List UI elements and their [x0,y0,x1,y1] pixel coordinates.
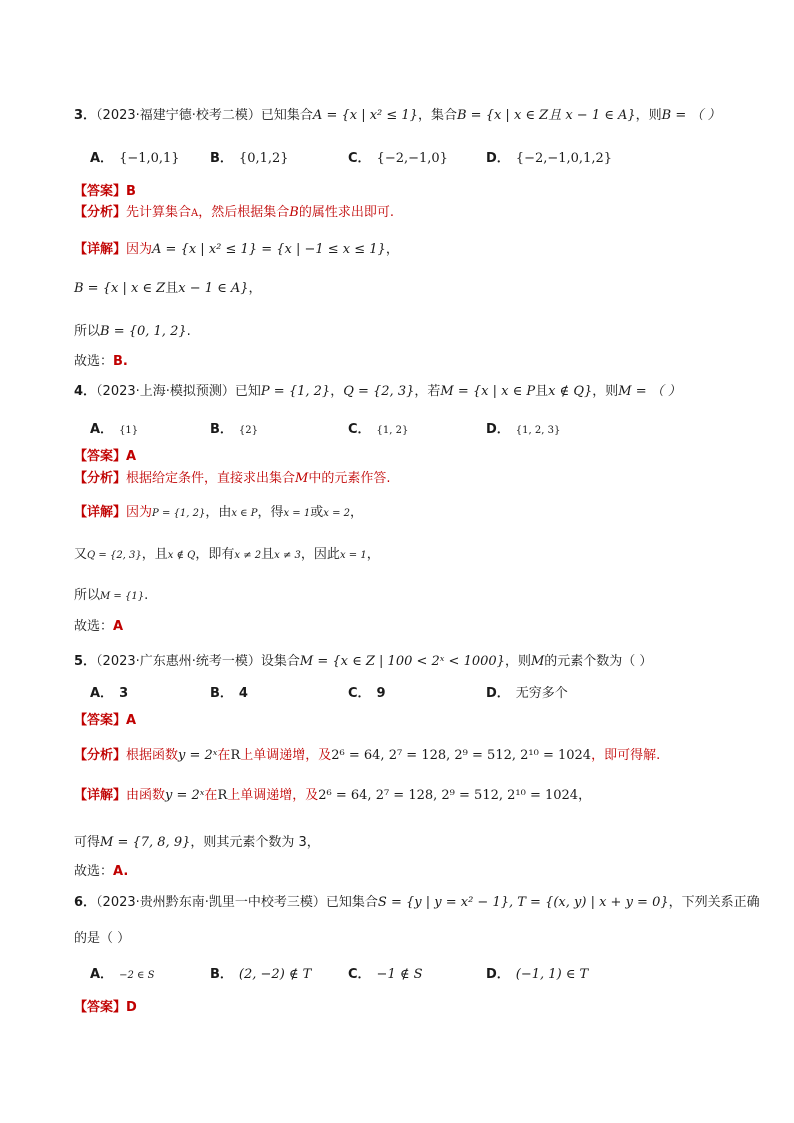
q4-stem [74,382,681,402]
q6-number: 6． [74,895,97,910]
q4-detail [74,503,363,524]
q4-ask: M = （ ） [618,384,681,399]
detail-math: A = {x | x² ≤ 1} = {x | −1 ≤ x ≤ 1} [152,242,386,257]
detail-text: ，即有 [195,547,235,562]
option-label: A． [90,686,114,701]
q6-option-c [348,965,423,985]
detail-text: ，则其元素个数为 3， [190,835,320,850]
q3-choose [74,352,128,372]
detail-text: . [144,588,149,603]
q6-stem-text: ，下列关系正确 [668,895,760,910]
detail-text: ， [578,788,592,803]
analysis-math: 2⁶ = 64, 2⁷ = 128, 2⁹ = 512, 2¹⁰ = 1024 [331,748,592,763]
q3-option-d [486,149,612,169]
answer-value: A [126,713,137,728]
q5-stem-text: 的元素个数为（ ） [544,654,653,669]
option-label: B． [210,422,233,437]
detail-text: 且 [165,281,179,296]
q4-answer [74,447,136,467]
detail-math: M = {7, 8, 9} [100,835,191,850]
option-label: D． [486,967,510,982]
q5-stem-text: ，则 [504,654,531,669]
option-text: (−1, 1) ∈ T [515,967,589,982]
detail-math: M = {1} [100,591,145,602]
detail-text: ，因此 [300,547,340,562]
option-label: D． [486,686,510,701]
analysis-math: y = 2ˣ [178,748,218,763]
q4-math: M = {x | x ∈ P [440,384,536,399]
detail-text: 或 [310,505,324,520]
detail-math: 2⁶ = 64, 2⁷ = 128, 2⁹ = 512, 2¹⁰ = 1024 [318,788,579,803]
option-text: {−1,0,1} [119,151,180,166]
analysis-tag: 【分析】 [74,471,127,486]
q4-analysis [74,469,390,489]
option-text: 无穷多个 [515,686,568,701]
q6-option-b [210,965,311,985]
q4-stem-text: ， [330,384,344,399]
choose-label: 故选： [74,354,114,369]
q5-detail [74,786,591,806]
q5-math: M [530,654,545,669]
detail-math: x = 2 [323,508,350,519]
detail-text: 可得 [74,835,101,850]
q6-source: （2023·贵州黔东南·凯里一中校考三模） [96,895,326,910]
analysis-text: 根据函数 [126,748,179,763]
option-text: {1, 2} [376,425,409,436]
q3-detail-line3 [74,322,191,342]
q3-set-b: B = {x | x ∈ Z且 x − 1 ∈ A} [456,108,636,123]
q3-source: （2023·福建宁德·校考二模） [96,108,261,123]
q4-stem-text: ，若 [414,384,441,399]
q5-option-a [90,684,128,704]
q3-stem-text: ，则 [635,108,662,123]
detail-text: ，由 [205,505,232,520]
q6-stem-line2 [74,929,130,949]
analysis-math: B [289,205,299,220]
detail-math: P = {1, 2} [152,508,206,519]
analysis-text: ，然后根据集合 [198,205,290,220]
answer-value: D [126,1000,137,1015]
option-label: B． [210,967,233,982]
detail-tag: 【详解】 [74,242,127,257]
detail-math: x = 1 [283,508,311,519]
q4-detail-line3 [74,586,148,607]
q5-stem-text: 设集合 [260,654,300,669]
q5-detail-line2 [74,833,320,853]
detail-text: ， [385,242,399,257]
detail-tag: 【详解】 [74,505,127,520]
detail-text: ， [248,281,262,296]
detail-math: x ≠ 2 [234,550,262,561]
answer-tag: 【答案】 [74,449,127,464]
q3-analysis [74,203,394,224]
analysis-text: 根据给定条件，直接求出集合 [126,471,296,486]
q5-number: 5． [74,654,97,669]
q4-math: Q = {2, 3} [343,384,415,399]
option-label: D． [486,422,510,437]
analysis-text: ，即可得解. [591,748,661,763]
q3-set-a: A = {x | x² ≤ 1} [312,108,418,123]
detail-text: 且 [261,547,275,562]
choose-label: 故选： [74,864,114,879]
detail-text: ，且 [141,547,168,562]
detail-text: 又 [74,547,88,562]
analysis-text: 在 [217,748,231,763]
option-text: 9 [376,686,386,701]
detail-math: B = {0, 1, 2} [100,324,187,339]
option-text: {0,1,2} [238,151,289,166]
answer-tag: 【答案】 [74,713,127,728]
option-text: {−2,−1,0,1,2} [515,151,613,166]
q4-option-d [486,420,560,441]
detail-math: x ∈ P [231,508,258,519]
analysis-math: M [295,471,309,486]
choose-value: A. [113,864,129,879]
q4-option-a [90,420,138,441]
option-label: A． [90,151,114,166]
option-text: {1} [119,425,139,436]
q5-option-b [210,684,248,704]
answer-value: B [126,184,136,199]
analysis-text: 中的元素作答. [308,471,391,486]
detail-text: 因为 [126,505,153,520]
q3-number: 3． [74,108,97,123]
analysis-tag: 【分析】 [74,205,127,220]
detail-text: 由函数 [126,788,166,803]
option-text: {1, 2, 3} [515,425,561,436]
detail-text: ， [366,547,380,562]
q5-option-c [348,684,386,704]
q4-math: P = {1, 2} [260,384,331,399]
detail-text: ，得 [257,505,284,520]
detail-math: B = {x | x ∈ Z [74,281,166,296]
option-text: (2, −2) ∉ T [238,967,312,982]
q3-option-a [90,149,180,169]
option-label: A． [90,967,114,982]
option-label: C． [348,686,371,701]
analysis-tag: 【分析】 [74,748,127,763]
answer-tag: 【答案】 [74,1000,127,1015]
choose-value: A [113,619,124,634]
q6-stem-text: 已知集合 [325,895,378,910]
q3-option-c [348,149,448,169]
analysis-text: 上单调递增，及 [240,748,332,763]
detail-math: R [217,788,228,803]
detail-text: ， [350,505,364,520]
q4-number: 4． [74,384,97,399]
q5-source: （2023·广东惠州·统考一模） [96,654,261,669]
detail-tag: 【详解】 [74,788,127,803]
detail-math: x ∉ Q [167,550,196,561]
q5-math: M = {x ∈ Z | 100 < 2ˣ < 1000} [299,654,505,669]
option-text: {−2,−1,0} [376,151,448,166]
q5-answer [74,711,136,731]
option-label: C． [348,422,371,437]
q3-stem-text: ，集合 [417,108,457,123]
option-label: B． [210,151,233,166]
q6-stem [74,893,760,913]
q4-stem-text: 已知 [234,384,261,399]
analysis-math: A [191,208,199,219]
q4-choose [74,617,123,637]
detail-text: 因为 [126,242,153,257]
option-text: {2} [238,425,259,436]
q3-detail [74,240,399,260]
analysis-text: 的属性求出即可. [298,205,394,220]
option-label: B． [210,686,233,701]
q6-stem-text: 的是（ ） [74,931,131,946]
option-label: C． [348,967,371,982]
q5-analysis [74,746,660,766]
q4-detail-line2 [74,545,380,566]
q5-stem [74,652,652,672]
answer-value: A [126,449,137,464]
q3-ask: B = （ ） [661,108,721,123]
detail-text: 所以 [74,588,101,603]
detail-text: 在 [204,788,218,803]
q3-stem-text: 已知集合 [260,108,313,123]
q6-math: S = {y | y = x² − 1}, T = {(x, y) | x + y = 0} [377,895,669,910]
option-label: C． [348,151,371,166]
q5-option-d [486,684,568,704]
q3-stem [74,106,721,126]
detail-text: 所以 [74,324,101,339]
detail-text: . [186,324,191,339]
q4-stem-text: 且 [535,384,549,399]
q4-source: （2023·上海·模拟预测） [96,384,235,399]
q5-choose [74,862,128,882]
analysis-text: 先计算集合 [126,205,192,220]
option-text: 3 [119,686,129,701]
detail-math: y = 2ˣ [165,788,205,803]
choose-value: B. [113,354,128,369]
answer-tag: 【答案】 [74,184,127,199]
option-label: D． [486,151,510,166]
choose-label: 故选： [74,619,114,634]
q6-option-d [486,965,588,985]
q6-answer [74,998,137,1018]
detail-math: x = 1 [339,550,367,561]
q3-detail-line2 [74,279,262,299]
detail-text: 上单调递增，及 [227,788,319,803]
q3-option-b [210,149,289,169]
q4-stem-text: ，则 [592,384,619,399]
q6-option-a [90,965,154,986]
detail-math: x ≠ 3 [274,550,301,561]
detail-math: Q = {2, 3} [87,550,142,561]
option-label: A． [90,422,114,437]
q4-option-c [348,420,408,441]
option-text: −2 ∈ S [119,970,155,981]
q3-answer [74,182,136,202]
q4-option-b [210,420,258,441]
option-text: 4 [238,686,248,701]
detail-math: x − 1 ∈ A} [178,281,249,296]
analysis-math: R [230,748,241,763]
q4-math: x ∉ Q} [548,384,593,399]
option-text: −1 ∉ S [376,967,423,982]
